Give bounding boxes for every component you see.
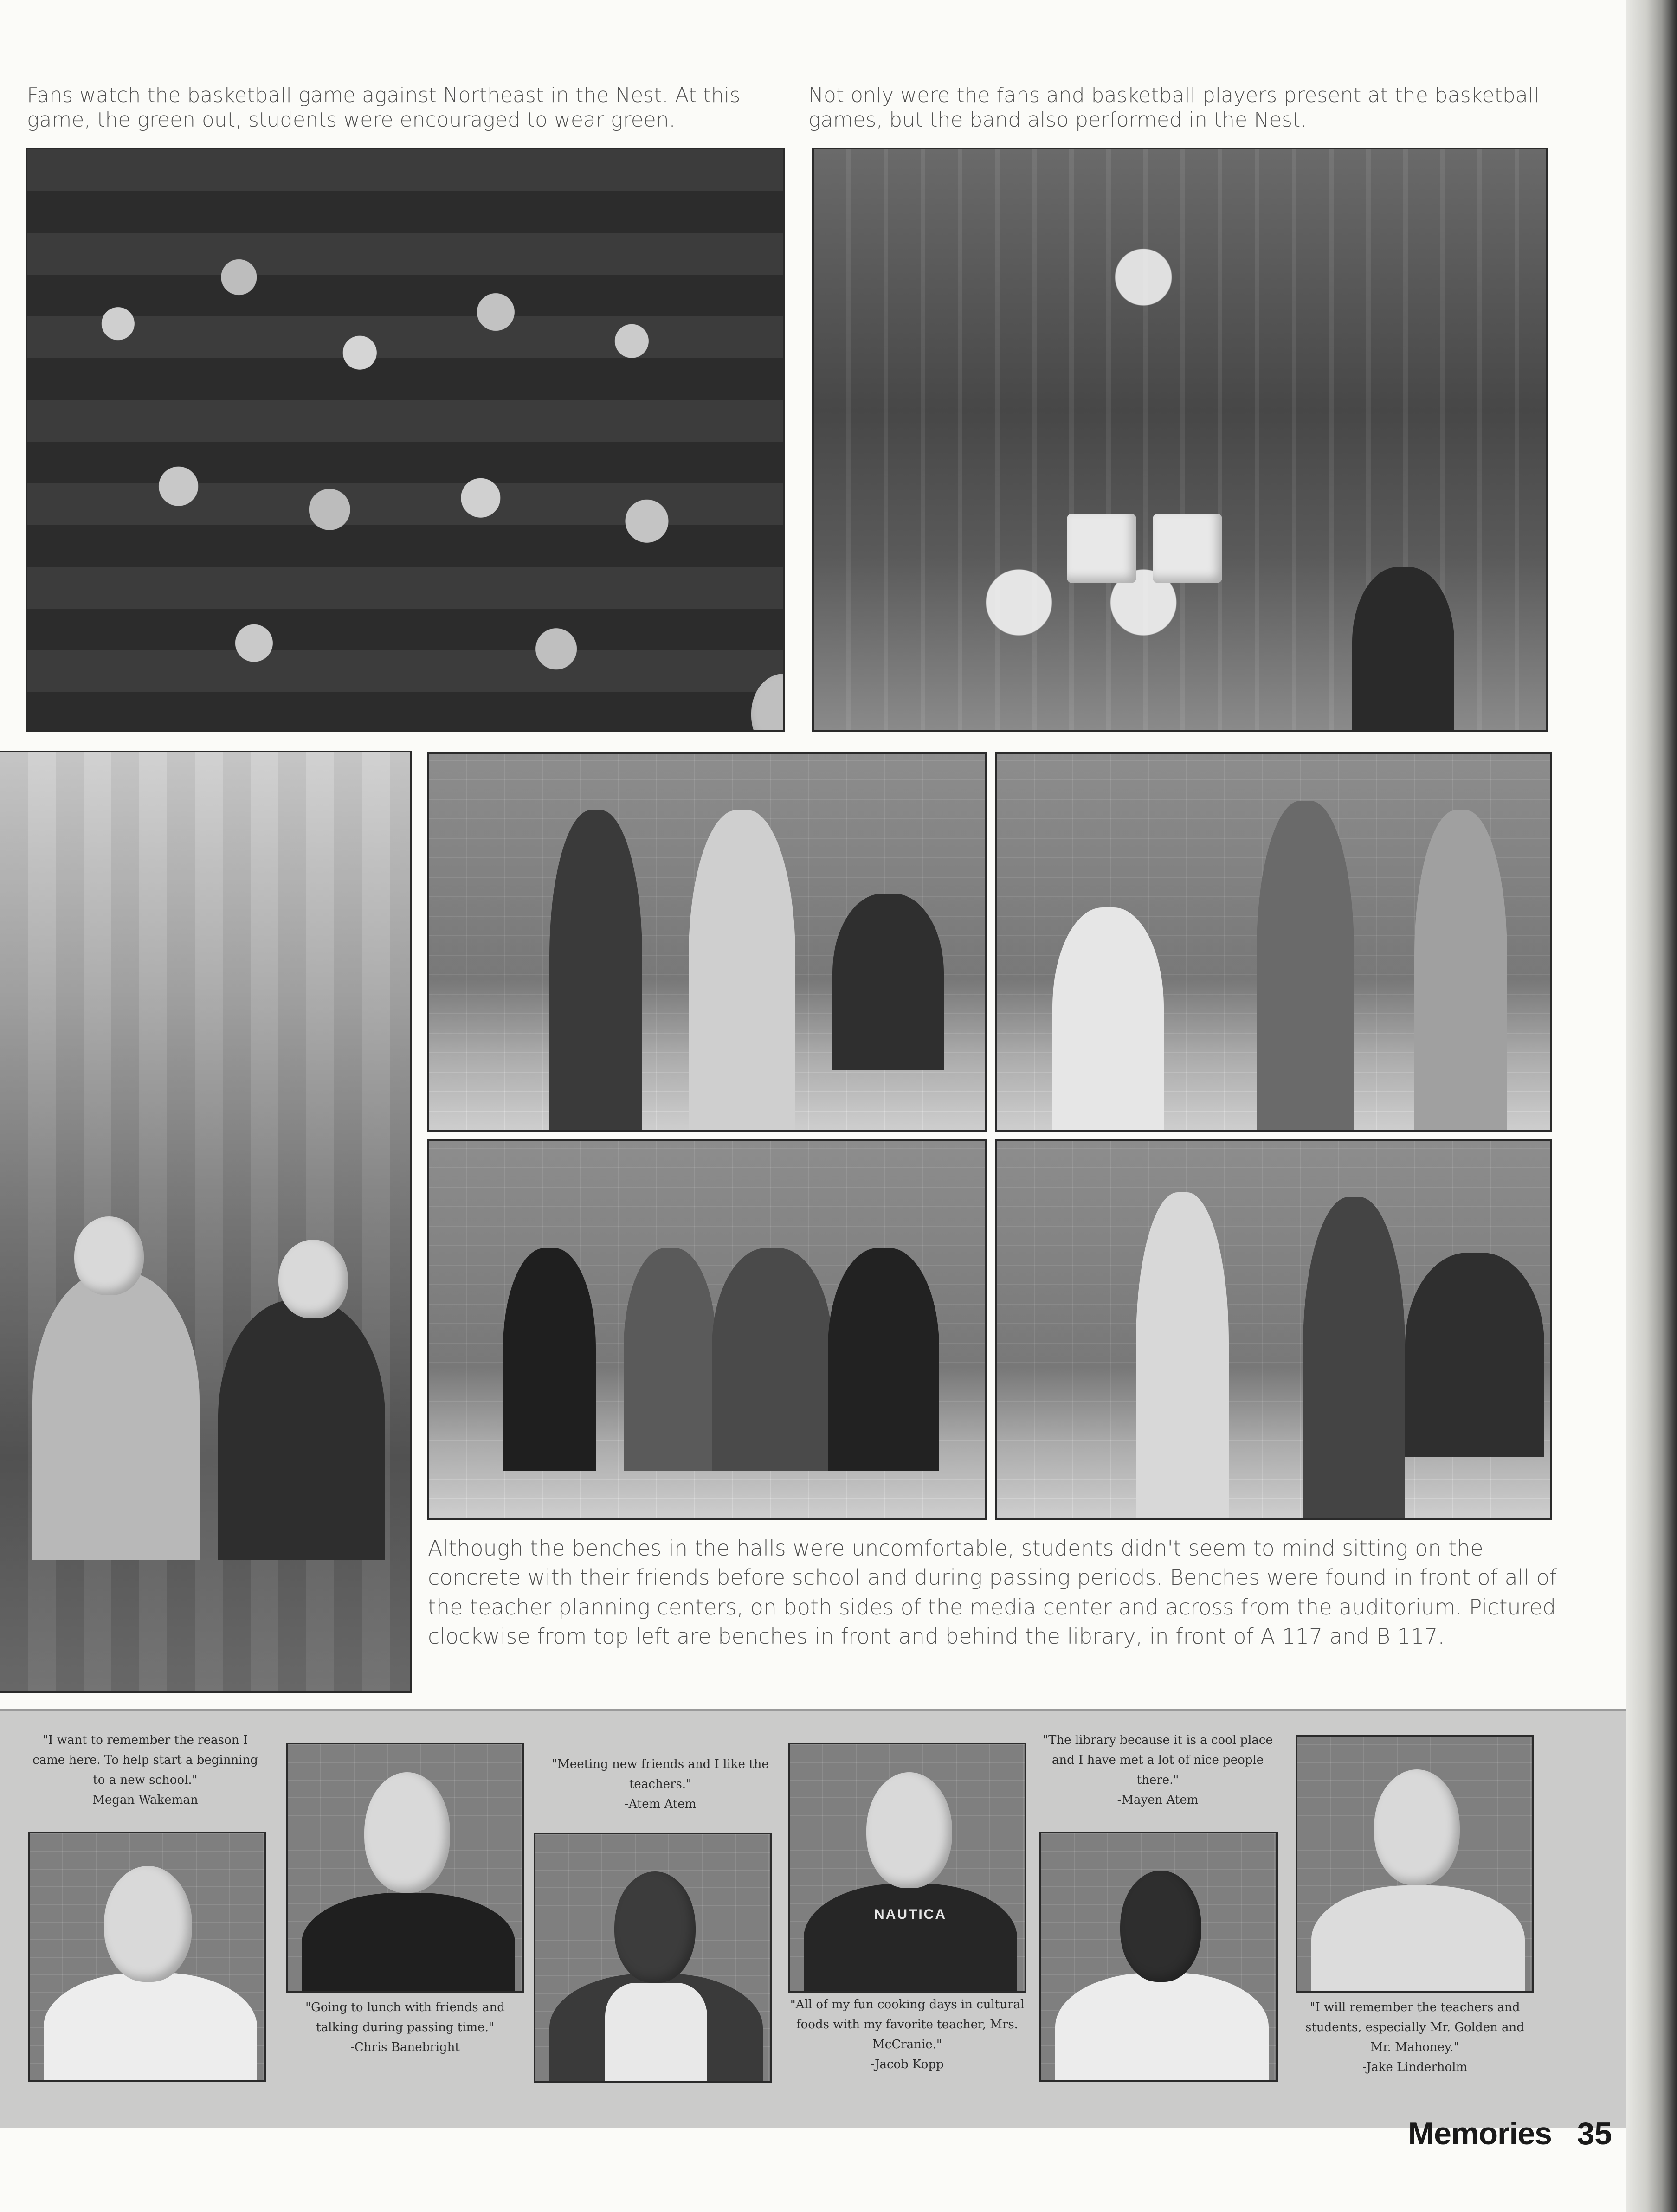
quote-name: -Jacob Kopp <box>871 2057 944 2071</box>
portrait-jake-linderholm <box>1296 1735 1534 1993</box>
quote-name: -Mayen Atem <box>1117 1793 1199 1807</box>
quote-jacob-kopp <box>788 1995 1026 2075</box>
quote-atem-atem <box>542 1755 779 1814</box>
caption-benches: Although the benches in the halls were uncomfortable, students didn't seem to mind sitting on the concrete with their friends before school and during passing periods. Benches were found in front of all of the teacher planning centers, on both sides of the media center and across from the auditorium. Pictured clockwise from top left are benches in front and behind the library, in front of A 117 and B 117. <box>428 1536 1557 1649</box>
page-edge <box>1626 0 1677 2212</box>
quote-mayen-atem <box>1039 1730 1276 1810</box>
portrait-atem-atem <box>534 1833 772 2083</box>
quote-jake-linderholm <box>1296 1998 1534 2077</box>
portrait-jacob-kopp <box>788 1743 1026 1993</box>
portrait-megan-wakeman <box>28 1832 266 2082</box>
quote-text: "I will remember the teachers and students, especially Mr. Golden and Mr. Mahoney." <box>1305 2000 1524 2054</box>
portrait-chris-banebright <box>286 1743 524 1993</box>
section-title: Memories <box>1408 2116 1552 2151</box>
quote-name: -Atem Atem <box>624 1797 697 1811</box>
quote-text: "All of my fun cooking days in cultural foods with my favorite teacher, Mrs. McCranie." <box>790 1998 1025 2051</box>
quote-text: "I want to remember the reason I came here. To help start a beginning to a new school." <box>32 1733 258 1787</box>
quote-text: "Meeting new friends and I like the teachers." <box>552 1757 769 1791</box>
photo-bench-behind-library <box>995 752 1552 1132</box>
quote-chris-banebright <box>286 1998 524 2058</box>
shirt-logo-text: NAUTICA <box>874 1907 947 1922</box>
photo-bench-front-library <box>427 752 987 1132</box>
quote-text: "Going to lunch with friends and talking during passing time." <box>305 2000 505 2034</box>
photo-bench-b117 <box>995 1139 1552 1520</box>
quote-name: -Chris Banebright <box>350 2040 460 2054</box>
caption-band: Not only were the fans and basketball players present at the basketball games, but the band also performed in the Nest. <box>808 84 1540 132</box>
page-number: 35 <box>1577 2116 1612 2151</box>
photo-cafeteria <box>0 751 412 1693</box>
quote-megan-wakeman <box>27 1730 264 1810</box>
photo-fans-bleachers <box>26 148 785 732</box>
caption-fans: Fans watch the basketball game against Northeast in the Nest. At this game, the green out, students were encouraged to wear green. <box>27 84 741 132</box>
quote-name: Megan Wakeman <box>92 1793 198 1807</box>
quote-name: -Jake Linderholm <box>1362 2060 1468 2074</box>
portrait-mayen-atem <box>1039 1832 1278 2082</box>
photo-band-performing <box>812 148 1548 732</box>
quote-text: "The library because it is a cool place and I have met a lot of nice people there." <box>1043 1733 1273 1787</box>
photo-bench-a117 <box>427 1139 987 1520</box>
